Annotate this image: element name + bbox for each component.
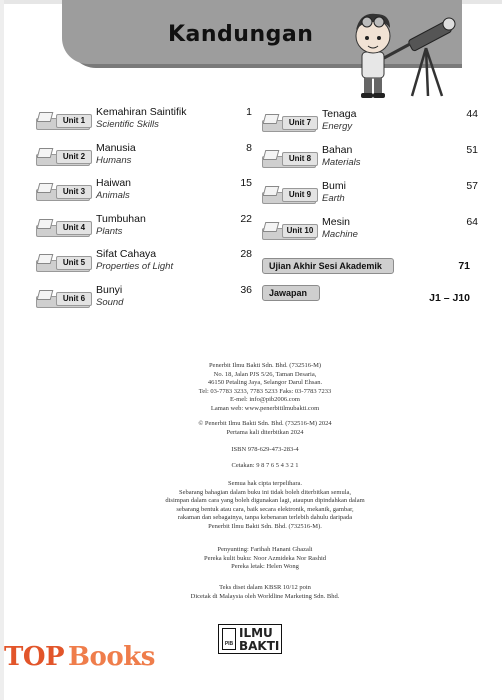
imprint-line: © Penerbit Ilmu Bakti Sdn. Bhd. (732516-M) 2024 [198, 420, 332, 427]
unit-tag-icon [36, 179, 92, 203]
page-title: Kandungan [168, 22, 314, 47]
unit-tag-icon [36, 215, 92, 239]
unit-page-number: 36 [240, 283, 252, 296]
unit-page-number: 22 [240, 212, 252, 225]
unit-tag-icon [36, 286, 92, 310]
unit-tag-label: Unit 3 [56, 185, 92, 199]
credits [150, 546, 380, 572]
unit-name-english: Machine [322, 229, 358, 240]
unit-page-number: 28 [240, 248, 252, 260]
toc-unit-row [262, 180, 492, 208]
unit-name-malay: Haiwan [96, 177, 132, 189]
imprint-line: 46150 Petaling Jaya, Selangor Darul Ehsan. [207, 379, 323, 386]
imprint-line: Sebarang bahagian dalam buku ini tidak boleh diterbitkan semula, [178, 488, 352, 496]
publisher-logo [218, 624, 282, 654]
imprint-line: Laman web: www.penerbitilmubakti.com [210, 404, 320, 412]
unit-tag-label: Unit 10 [282, 224, 318, 238]
imprint-line: Tel: 03-7783 3233, 7783 5233 Faks: 03-7783 7233 [198, 387, 332, 395]
unit-name-english: Materials [322, 157, 361, 168]
watermark-books: Books [68, 642, 155, 672]
toc-unit-row [36, 142, 266, 170]
unit-tag-icon [36, 144, 92, 168]
unit-name-english: Plants [96, 225, 123, 237]
topbooks-watermark [4, 642, 155, 672]
imprint-line: Pereka kulit buku: Noor Azmideka Nor Rashid [203, 554, 327, 562]
logo-word-bakti: BAKTI [239, 639, 280, 653]
unit-page-number: 57 [466, 180, 478, 192]
imprint-line: Penerbit Ilmu Bakti Sdn. Bhd. (732516-M). [208, 522, 322, 530]
unit-tag-label: Unit 6 [56, 292, 92, 306]
unit-tag-icon [262, 182, 318, 206]
imprint-line: Semua hak cipta terpelihara. [228, 480, 302, 487]
logo-word-ilmu: ILMU [239, 626, 273, 640]
isbn-text: ISBN 978-629-473-283-4 [231, 446, 299, 453]
unit-page-number: 8 [246, 141, 252, 154]
extra-bar-ujian [262, 258, 394, 274]
unit-name-english: Properties of Light [96, 261, 174, 272]
extra-label: Ujian Akhir Sesi Akademik [269, 261, 382, 271]
toc-unit-row [262, 144, 492, 172]
unit-name-malay: Manusia [96, 141, 136, 154]
page-edge-left [0, 0, 4, 700]
extra-label: Jawapan [269, 288, 308, 298]
imprint-line: Penyunting: Farihah Hanani Ghazali [217, 546, 313, 553]
toc-unit-row [262, 108, 492, 136]
unit-page-number: 15 [240, 177, 252, 189]
unit-name-malay: Kemahiran Saintifik [96, 106, 187, 118]
unit-page-number: 44 [466, 108, 478, 120]
imprint-publisher [150, 362, 380, 413]
unit-tag-icon [36, 108, 92, 132]
unit-tag-icon [262, 146, 318, 170]
unit-tag-label: Unit 9 [282, 188, 318, 202]
scientist-mascot-illustration [346, 0, 456, 100]
unit-page-number: 1 [246, 106, 252, 118]
imprint-copyright [150, 420, 380, 437]
typeset-info [150, 584, 380, 601]
unit-name-english: Earth [322, 193, 345, 204]
unit-tag-icon [262, 110, 318, 134]
unit-tag-label: Unit 1 [56, 114, 92, 128]
unit-name-malay: Bunyi [96, 283, 123, 296]
unit-name-malay: Bumi [322, 180, 346, 192]
unit-page-number: 51 [466, 144, 478, 156]
unit-name-english: Energy [322, 121, 353, 132]
extra-page-number: 71 [458, 260, 470, 272]
toc-unit-row [262, 216, 492, 244]
unit-name-malay: Sifat Cahaya [96, 248, 157, 260]
unit-tag-label: Unit 4 [56, 221, 92, 235]
logo-pib-mark: PIB [222, 628, 236, 650]
imprint-line: sebarang bentuk atau cara, baik secara elektronik, mekanik, gambar, [176, 505, 354, 513]
imprint-line: Penerbit Ilmu Bakti Sdn. Bhd. (732516-M) [208, 362, 322, 369]
imprint-line: E-mel: info@pib2006.com [230, 396, 300, 403]
unit-name-malay: Bahan [322, 144, 353, 156]
unit-name-english: Animals [96, 190, 130, 201]
unit-name-english: Sound [96, 296, 124, 308]
unit-name-malay: Mesin [322, 216, 351, 228]
extra-page-number: J1 – J10 [429, 292, 470, 304]
unit-tag-label: Unit 7 [282, 116, 318, 130]
imprint-line: Pertama kali diterbitkan 2024 [226, 428, 304, 436]
extra-bar-jawapan [262, 285, 320, 301]
imprint-line: rakaman dan sebagainya, tanpa kebenaran terlebih dahulu daripada [177, 514, 353, 521]
toc-unit-row [36, 177, 266, 205]
imprint-line: Dicetak di Malaysia oleh Worldline Marketing Sdn. Bhd. [190, 592, 340, 600]
watermark-top: TOP [4, 642, 65, 672]
toc-unit-row [36, 284, 266, 312]
toc-unit-row [36, 213, 266, 241]
unit-name-malay: Tumbuhan [96, 212, 146, 225]
imprint-line: Teks diset dalam KBSR 10/12 poin [219, 584, 311, 591]
unit-tag-icon [262, 218, 318, 242]
imprint-line: disimpan dalam cara yang boleh digunakan lagi, ataupun dipindahkan dalam [165, 497, 365, 504]
unit-name-malay: Tenaga [322, 108, 357, 120]
print-run [150, 462, 380, 471]
unit-tag-label: Unit 2 [56, 150, 92, 164]
imprint-line: Pereka letak: Helen Wong [231, 563, 299, 570]
unit-name-english: Scientific Skills [96, 119, 159, 130]
rights-notice [150, 480, 380, 531]
isbn [150, 446, 380, 455]
imprint-line: No. 18, Jalan PJS 5/26, Taman Desaria, [213, 370, 317, 378]
unit-name-english: Humans [96, 154, 132, 166]
unit-tag-label: Unit 5 [56, 256, 92, 270]
toc-unit-row [36, 248, 266, 276]
unit-tag-label: Unit 8 [282, 152, 318, 166]
toc-unit-row [36, 106, 266, 134]
print-run-text: Cetakan: 9 8 7 6 5 4 3 2 1 [231, 462, 299, 469]
unit-tag-icon [36, 250, 92, 274]
unit-page-number: 64 [466, 216, 478, 228]
